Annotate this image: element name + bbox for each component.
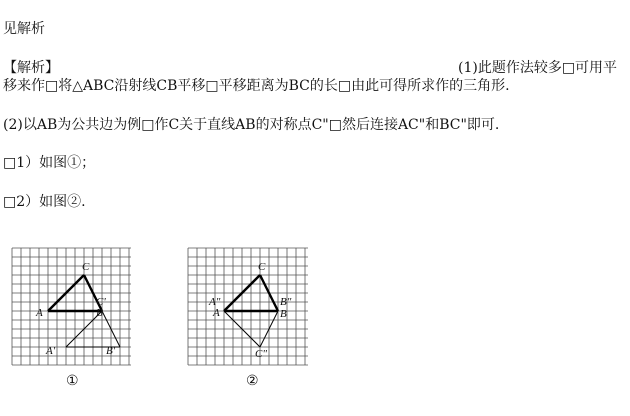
fig2-label-Cpp: C" (255, 348, 267, 360)
fig1-label-B: B (96, 307, 103, 319)
answer-1: □1）如图①； (3, 155, 96, 171)
analysis-tag: 【解析】 (3, 60, 59, 76)
fig2-label-Bpp: B" (280, 296, 292, 308)
fig1-label-C: C (82, 261, 90, 273)
fig2-label-App: A" (209, 296, 221, 308)
figure-2-caption: ② (246, 373, 259, 389)
fig1-label-Bp: B' (106, 345, 116, 357)
method-1-text: 移来作□将△ABC沿射线CB平移□平移距离为BC的长□由此可得所求作的三角形. (3, 78, 510, 94)
fig1-label-Ap: A' (46, 345, 56, 357)
fig2-label-C: C (258, 261, 266, 273)
fig1-label-A: A (36, 307, 43, 319)
figure-1-caption: ① (66, 373, 79, 389)
fig2-label-A: A (213, 307, 220, 319)
answer-2: □2）如图②. (3, 194, 86, 210)
fig2-label-B: B (280, 308, 287, 320)
fig1-label-Cp: C' (96, 296, 106, 308)
method-1-intro: (1)此题作法较多□可用平 (458, 60, 618, 76)
page-heading: 见解析 (3, 21, 45, 37)
method-2-text: (2)以AB为公共边为例□作C关于直线AB的对称点C"□然后连接AC"和BC"即可. (3, 117, 500, 133)
